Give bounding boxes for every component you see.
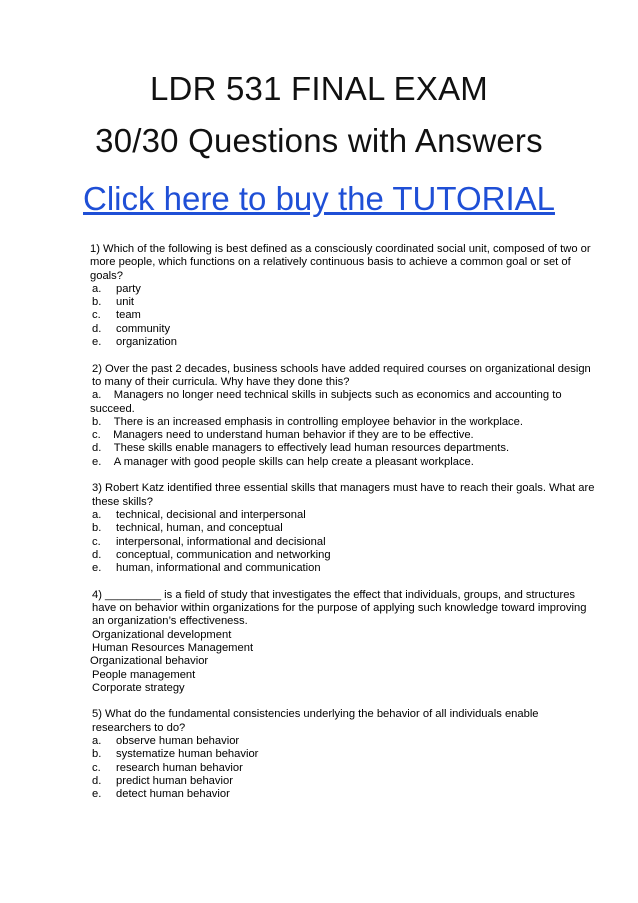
answer-option	[90, 336, 595, 349]
buy-tutorial-link[interactable]: Click here to buy the TUTORIAL	[83, 180, 555, 217]
answer-option	[90, 416, 595, 429]
answer-option	[90, 762, 595, 775]
answer-option	[90, 735, 595, 748]
option-text: detect human behavior	[116, 788, 230, 801]
answer-option	[90, 522, 595, 535]
answer-option: Corporate strategy	[92, 681, 185, 694]
question-stem: 3) Robert Katz identified three essential skills that managers must have to reach their goals. What are these skills?	[92, 482, 595, 508]
answer-option	[90, 509, 595, 522]
option-letter: d.	[92, 322, 102, 335]
option-text: party	[116, 282, 141, 295]
option-text: technical, human, and conceptual	[116, 522, 283, 535]
option-text: research human behavior	[116, 761, 243, 774]
option-text: technical, decisional and interpersonal	[116, 508, 306, 521]
option-letter: c.	[92, 429, 101, 442]
answer-option	[90, 283, 595, 296]
answer-option: Human Resources Management	[92, 641, 254, 654]
answer-option	[90, 389, 595, 416]
answer-option	[90, 309, 595, 322]
question-stem: 4) _________ is a field of study that investigates the effect that individuals, groups, and structures have on behavior within organizations for the purpose of applying such knowledge toward improving an organization’s effectiveness.	[92, 588, 587, 628]
option-text: community	[116, 322, 171, 335]
option-text: These skills enable managers to effectively lead human resources departments.	[113, 442, 510, 455]
option-text: organization	[116, 336, 177, 349]
option-letter: a.	[92, 282, 102, 295]
option-letter: b.	[92, 522, 102, 535]
answer-option: Organizational behavior	[90, 655, 209, 668]
question-5	[90, 708, 595, 801]
option-text: observe human behavior	[116, 734, 240, 747]
answer-option	[90, 456, 595, 469]
questions-list	[90, 243, 595, 815]
option-letter: a.	[92, 389, 102, 402]
page-subtitle: 30/30 Questions with Answers	[95, 122, 543, 159]
option-text: predict human behavior	[116, 774, 233, 787]
question-stem: 1) Which of the following is best defined as a consciously coordinated social unit, composed of two or more people, which functions on a relatively continuous basis to achieve a common goal or set of goals?	[90, 243, 591, 282]
option-letter: b.	[92, 296, 102, 309]
answer-option	[90, 562, 595, 575]
option-letter: a.	[92, 508, 102, 521]
option-text: interpersonal, informational and decisional	[116, 535, 326, 548]
answer-option	[90, 788, 595, 801]
answer-option	[90, 536, 595, 549]
option-text: A manager with good people skills can help create a pleasant workplace.	[113, 455, 474, 468]
option-letter: c.	[92, 761, 101, 774]
option-text: conceptual, communication and networking	[116, 548, 331, 561]
option-text: human, informational and communication	[116, 562, 321, 575]
option-letter: e.	[92, 562, 102, 575]
option-text: Managers no longer need technical skills in subjects such as economics and accounting to succeed.	[90, 389, 562, 415]
question-3	[90, 482, 595, 575]
option-text: systematize human behavior	[116, 748, 259, 761]
option-letter: e.	[92, 455, 102, 468]
answer-option: People management	[92, 668, 196, 681]
option-text: Managers need to understand human behavior if they are to be effective.	[113, 429, 474, 442]
answer-option	[90, 296, 595, 309]
option-letter: b.	[92, 415, 102, 428]
option-letter: e.	[92, 336, 102, 349]
question-stem: 5) What do the fundamental consistencies underlying the behavior of all individuals enable researchers to do?	[92, 708, 539, 734]
answer-option	[90, 549, 595, 562]
answer-option: Organizational development	[92, 628, 232, 641]
question-1	[90, 243, 595, 349]
question-2	[90, 363, 595, 469]
option-letter: e.	[92, 788, 102, 801]
answer-option	[90, 748, 595, 761]
option-letter: c.	[92, 309, 101, 322]
answer-option	[90, 775, 595, 788]
option-letter: d.	[92, 548, 102, 561]
option-text: There is an increased emphasis in controlling employee behavior in the workplace.	[113, 415, 523, 428]
option-text: unit	[116, 296, 135, 309]
option-letter: c.	[92, 535, 101, 548]
option-letter: b.	[92, 748, 102, 761]
answer-option	[90, 323, 595, 336]
question-4	[90, 589, 595, 695]
page-title: LDR 531 FINAL EXAM	[150, 70, 488, 107]
option-letter: d.	[92, 774, 102, 787]
option-text: team	[116, 309, 141, 322]
answer-option	[90, 442, 595, 455]
question-stem: 2) Over the past 2 decades, business schools have added required courses on organizational design to many of their curricula. Why have they done this?	[92, 362, 591, 388]
option-letter: d.	[92, 442, 102, 455]
option-letter: a.	[92, 734, 102, 747]
answer-option	[90, 429, 595, 442]
